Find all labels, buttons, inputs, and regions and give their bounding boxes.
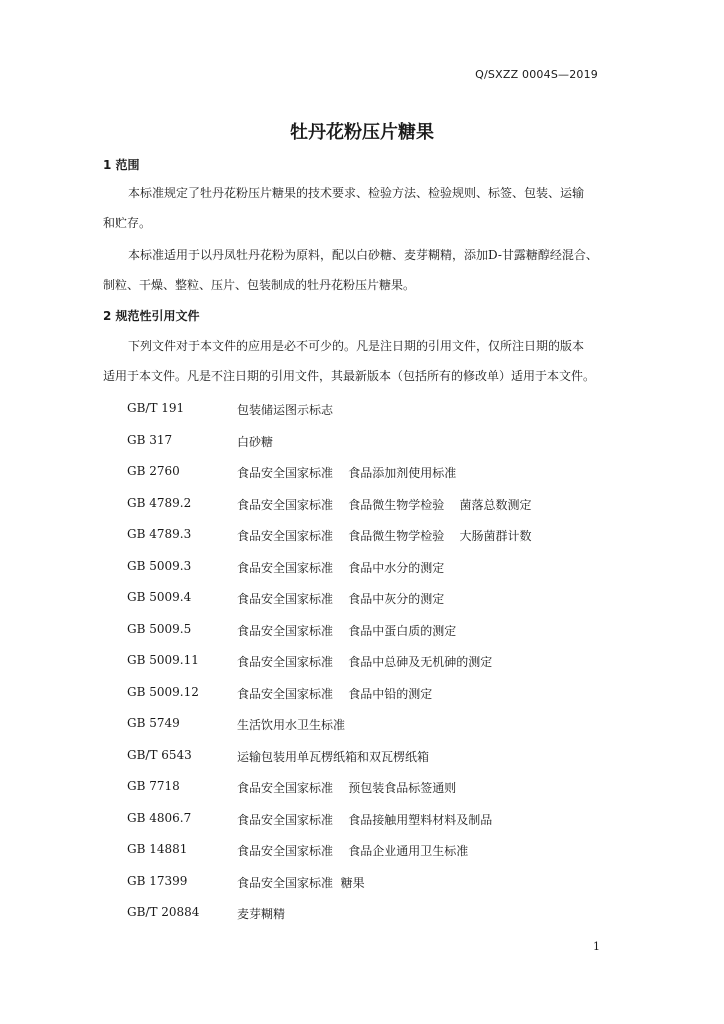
reference-code: GB 5009.5 [127,621,192,636]
section-2-heading: 2 规范性引用文件 [103,309,200,323]
paragraph-line: 下列文件对于本文件的应用是必不可少的。凡是注日期的引用文件，仅所注日期的版本 [128,339,585,353]
reference-code: GB 4789.3 [127,527,192,541]
reference-title: 食品安全国家标准 食品企业通用卫生标准 [237,844,469,858]
reference-code: GB 7718 [127,779,180,793]
reference-title: 食品安全国家标准 食品微生物学检验 菌落总数测定 [237,497,532,512]
section-2-paragraph-1 [103,331,633,391]
reference-code: GB 4789.2 [127,495,192,510]
paragraph-line: 本标准适用于以丹凤牡丹花粉为原料，配以白砂糖、麦芽糊精，添加D-甘露糖醇经混合、 [128,248,598,262]
reference-code: GB 4806.7 [127,810,192,825]
reference-title: 运输包装用单瓦楞纸箱和双瓦楞纸箱 [237,749,430,764]
section-1-paragraph-2 [103,240,633,300]
reference-code: GB 14881 [127,842,188,856]
reference-code: GB/T 191 [127,401,185,415]
reference-title: 食品安全国家标准 食品添加剂使用标准 [237,466,457,480]
reference-code: GB 17399 [127,873,188,888]
document-title: 牡丹花粉压片糖果 [290,122,434,143]
reference-code: GB 5009.3 [127,558,192,573]
reference-title: 生活饮用水卫生标准 [237,718,346,732]
reference-title: 食品安全国家标准 食品中水分的测定 [237,560,445,575]
paragraph-line: 和贮存。 [103,216,152,230]
reference-title: 包装储运图示标志 [237,403,334,417]
reference-code: GB 5749 [127,716,180,730]
reference-title: 白砂糖 [237,434,274,449]
reference-code: GB/T 20884 [127,905,200,919]
paragraph-line: 制粒、干燥、整粒、压片、包装制成的牡丹花粉压片糖果。 [103,278,416,292]
reference-code: GB 5009.12 [127,684,199,699]
section-1-paragraph-1 [103,178,633,238]
reference-title: 食品安全国家标准 食品接触用塑料材料及制品 [237,812,493,827]
reference-title: 食品安全国家标准 食品微生物学检验 大肠菌群计数 [237,529,532,543]
section-1-heading: 1 范围 [103,158,140,172]
reference-title: 食品安全国家标准 预包装食品标签通则 [237,781,457,795]
reference-code: GB 5009.11 [127,653,199,667]
reference-title: 食品安全国家标准 食品中铅的测定 [237,686,433,701]
page-number: 1 [593,940,600,953]
reference-title: 食品安全国家标准 糖果 [237,875,365,890]
reference-code: GB 317 [127,432,173,447]
reference-code: GB 2760 [127,464,180,478]
paragraph-line: 适用于本文件。凡是不注日期的引用文件，其最新版本（包括所有的修改单）适用于本文件。 [103,369,596,383]
reference-code: GB/T 6543 [127,747,192,762]
reference-code: GB 5009.4 [127,590,192,604]
reference-title: 食品安全国家标准 食品中总砷及无机砷的测定 [237,655,493,669]
paragraph-line: 本标准规定了牡丹花粉压片糖果的技术要求、检验方法、检验规则、标签、包装、运输 [128,186,585,200]
reference-title: 食品安全国家标准 食品中蛋白质的测定 [237,623,457,638]
reference-title: 麦芽糊精 [237,907,286,921]
reference-title: 食品安全国家标准 食品中灰分的测定 [237,592,445,606]
standard-number: Q/SXZZ 0004S—2019 [475,68,598,81]
